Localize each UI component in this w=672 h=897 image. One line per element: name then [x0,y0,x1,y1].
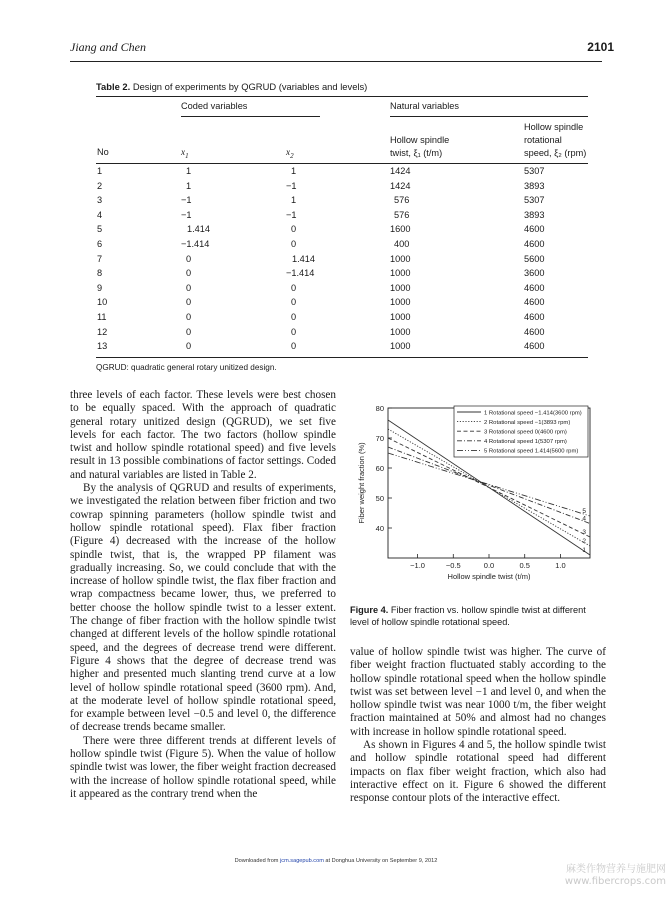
header-rule [70,61,602,62]
table-cell: 3600 [524,268,545,279]
table-cell: 1000 [390,341,411,352]
table-cell: 5307 [524,166,545,176]
left-paragraph-2: By the analysis of QGRUD and results of experiments, we investigated the relation between fiber friction and two cowrap spinning parameters (hollow spindle twist and hollow spindle rotational speed). Flax fiber fraction (Figure 4) decreased with the increase of the hollow spindle twist, that is, the wrapped PP filament was gradually increasing. So, we could conclude that with the increase of hollow spindle twist, the flax fiber fraction and wrap compactness became lower, thus, we preferred to better choose the hollow spindle twist to a lesser extent. The change of fiber fraction with the hollow spindle twist changed at different levels of the hollow spindle rotational speed, and the degrees of decrease trend were different. Figure 4 shows that the degree of decrease trend was higher and presented much slanting trend curve at a low level of hollow spindle rotational speed (3600 rpm). And, at the moderate level of hollow spindle rotational speed, for example between level −0.5 and level 0, the difference of decrease trends became smaller. [70,482,336,734]
table-caption-label: Table 2. [96,81,131,92]
page-number: 2101 [587,40,614,54]
table-cell: 1000 [390,297,411,308]
series-end-label-1: 1 [582,547,586,554]
table-cell: 1424 [390,180,411,191]
table-top-rule [96,96,588,97]
table-cell: 4 [97,209,103,220]
x-axis-label: Hollow spindle twist (t/m) [447,572,531,581]
table-cell: 8 [97,268,103,279]
table-cell: 5 [97,224,103,235]
table-cell: 1 [97,166,103,176]
table-cell: 0 [186,297,192,308]
table-cell: 4600 [524,297,545,308]
table-cell: 1.414 [187,224,210,235]
table-cell: 1 [186,180,192,191]
y-tick-label: 40 [375,524,384,533]
right-paragraph-1: value of hollow spindle twist was higher. The curve of fiber weight fraction fluctuated stably according to the hollow spindle rotational speed when the hollow spindle twist was set between level −1 and level 0, and when the hollow spindle twist was near 1000 t/m, the fiber weight fraction maintained at 50% and almost had no changes with increase in hollow spindle rotational speed. [350,646,606,738]
y-tick-label: 70 [375,434,384,443]
series-end-label-2: 2 [582,538,586,545]
table-cell: 1000 [390,282,411,293]
watermark-url: www.fibercrops.com [564,876,666,887]
legend-entry-4: 4 Rotational speed 1(5307 rpm) [484,439,567,446]
table-cell: 1424 [390,166,411,176]
site-watermark [565,864,666,888]
table-cell: 0 [291,326,297,337]
table-cell: 0 [291,239,297,249]
right-paragraph-2: As shown in Figures 4 and 5, the hollow spindle twist and hollow spindle rotational speed had different impacts on flax fiber weight fraction, which also had interactive effect on it. Figure 6 showed the different response contour plots of the interactive effect. [350,739,606,805]
table-cell: −1.414 [286,268,315,279]
table-cell: 4600 [524,326,545,337]
x2-subscript: 2 [290,151,294,160]
table-cell: 1 [186,166,192,176]
figure-4-chart [350,398,602,583]
table-cell: 400 [394,239,410,249]
left-paragraph-3: There were three different trends at different levels of hollow spindle twist (Figure 5). When the value of hollow spindle twist was lower, the fiber weight fraction decreased with the increase of hollow spindle rotational speed, while it appeared as the contrary trend when the [70,734,336,800]
coded-group-rule [181,116,320,117]
right-column [350,646,606,806]
table-cell: 0 [291,297,297,308]
x-tick-label: 0.0 [483,561,495,570]
table-cell: 3 [97,195,103,206]
coded-variables-header: Coded variables [181,101,248,111]
table-cell: 4600 [524,224,545,235]
table-cell: 0 [291,312,297,322]
table-cell: 0 [186,312,192,322]
left-column [70,389,336,801]
legend-entry-3: 3 Rotational speed 0(4600 rpm) [484,429,567,436]
col-header-x1 [181,147,189,160]
table-cell: 576 [394,195,410,206]
table-cell: 0 [186,253,192,264]
col-header-x2 [286,147,294,160]
table-cell: 5600 [524,253,545,264]
table-cell: 5307 [524,195,545,206]
natural-variables-header: Natural variables [390,101,459,111]
figure-caption-text: Fiber fraction vs. hollow spindle twist at different level of hollow spindle rotational speed. [350,605,586,627]
table-cell: 0 [291,341,297,352]
legend-entry-2: 2 Rotational speed −1(3893 rpm) [484,419,571,426]
table-cell: 1000 [390,253,411,264]
legend-entry-5: 5 Rotational speed 1.414(5600 rpm) [484,448,579,455]
table-cell: 9 [97,282,103,293]
table-cell: 0 [291,282,297,293]
col-header-no: No [97,147,109,157]
running-header-authors: Jiang and Chen [70,40,146,54]
table-cell: 13 [97,341,108,352]
series-end-label-4: 4 [582,515,586,523]
table-cell: 3893 [524,180,545,191]
natural-group-rule [390,116,588,117]
table-cell: 11 [97,312,107,322]
table-cell: 1600 [390,224,411,235]
y-tick-label: 50 [375,494,384,503]
left-paragraph-1: three levels of each factor. These levels were best chosen to be equally spaced. With the approach of quadratic general rotary unitized design (QGRUD), we set five levels for each factor. The two factors (hollow spindle twist and hollow spindle rotational speed) and five levels result in 13 possible combinations of factor settings. Coded and natural variables are listed in Table 2. [70,389,336,481]
col-header-speed [524,121,586,160]
table-cell: 10 [97,297,108,308]
col-header-speed-line2: rotational [524,135,562,145]
col-header-speed-line1: Hollow spindle [524,122,584,132]
table-bottom-rule [96,357,588,358]
table-cell: 0 [291,224,297,235]
table-cell: 4600 [524,282,545,293]
x2-symbol: x [286,147,291,157]
col-header-speed-line3: speed, ξ₂ (rpm) [524,148,587,158]
table-cell: 1000 [390,312,411,322]
footer-pre: Downloaded from [234,858,281,864]
table-header-rule [96,163,588,164]
table-cell: 1.414 [292,253,315,264]
x1-symbol: x [181,147,186,157]
table-cell: −1 [286,209,297,220]
table-cell: 0 [186,268,192,279]
y-tick-label: 60 [375,464,384,473]
table-cell: 6 [97,239,103,249]
legend-entry-1: 1 Rotational speed −1.414(3600 rpm) [484,410,582,417]
series-end-label-3: 3 [582,529,586,536]
x-tick-label: 1.0 [555,561,566,570]
table-cell: −1 [181,209,192,220]
table-cell: −1 [286,180,297,191]
table-cell: 1000 [390,268,411,279]
table-cell: 1000 [390,326,411,337]
col-header-twist-line1: Hollow spindle [390,135,450,145]
table-cell: 1 [291,195,297,206]
x-tick-label: 0.5 [519,561,530,570]
table-cell: 3893 [524,209,545,220]
col-header-twist [390,134,449,160]
figure-caption-label: Figure 4. [350,605,389,615]
series-line-5 [388,453,590,516]
series-line-4 [388,447,590,524]
footer-link[interactable]: jcm.sagepub.com [280,858,324,864]
table-cell: 2 [97,180,103,191]
table-note: QGRUD: quadratic general rotary unitized design. [96,363,277,372]
table-cell: 4600 [524,239,545,249]
watermark-cn: 麻类作物营养与施肥网 [566,864,666,875]
footer-post: at Donghua University on September 9, 2012 [323,858,438,864]
figure-4-caption [350,604,605,628]
col-header-twist-line2: twist, ξ₁ (t/m) [390,148,443,158]
table-caption-text: Design of experiments by QGRUD (variables and levels) [132,81,368,92]
x-tick-label: −1.0 [410,561,425,570]
table-caption [96,81,367,92]
x1-subscript: 1 [185,151,189,160]
y-tick-label: 80 [375,404,384,413]
series-end-label-5: 5 [582,508,586,515]
table-cell: −1.414 [181,239,210,249]
table-cell: 12 [97,326,108,337]
table-cell: 4600 [524,312,545,322]
table-cell: 7 [97,253,103,264]
table-cell: 0 [186,326,192,337]
table-cell: 1 [291,166,297,176]
table-cell: −1 [181,195,192,206]
x-tick-label: −0.5 [445,561,461,570]
table-cell: 576 [394,209,410,220]
table-cell: 4600 [524,341,545,352]
table-cell: 0 [186,282,192,293]
table-cell: 0 [186,341,192,352]
y-axis-label: Fiber weight fraction (%) [357,442,366,524]
